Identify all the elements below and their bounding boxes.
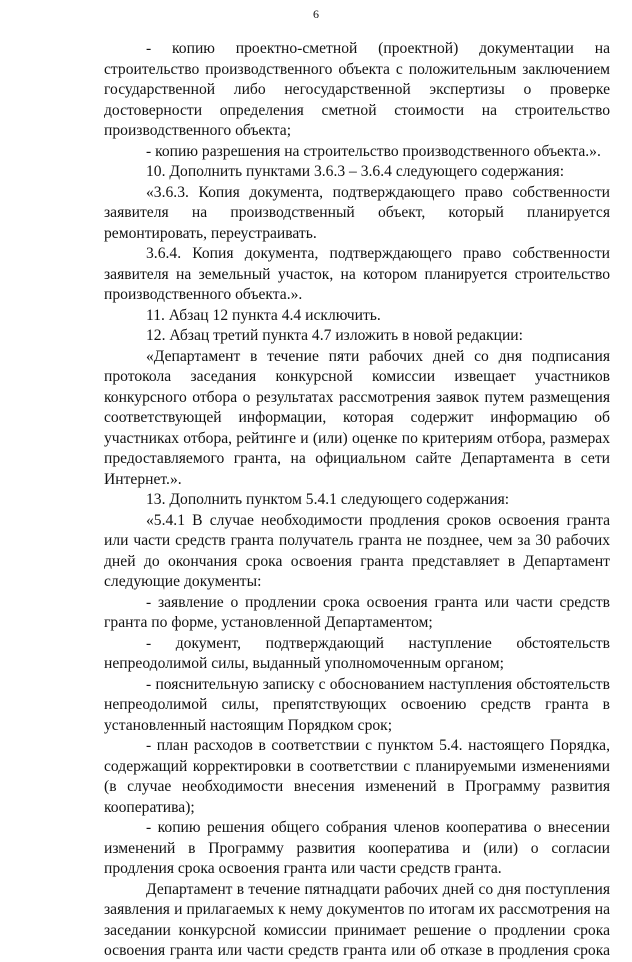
- paragraph-expense-plan: - план расходов в соответствии с пунктом 5.4. настоящего Порядка, содержащий корректировки в соответствии с планируемыми изменениями (в случае необходимости внесения изменений в Программу развития кооператива);: [104, 737, 610, 816]
- paragraph-item-10: 10. Дополнить пунктами 3.6.3 – 3.6.4 следующего содержания:: [146, 163, 565, 180]
- page-number: 6: [313, 7, 319, 21]
- paragraph-general-meeting-decision: - копию решения общего собрания членов кооператива о внесении изменений в Программу развития кооператива и (или) о согласии продления срока освоения гранта или части средств гранта.: [104, 819, 610, 877]
- paragraph-explanatory-note: - пояснительную записку с обоснованием наступления обстоятельств непреодолимой силы, препятствующих освоению средств гранта в установленный настоящим Порядком срок;: [104, 675, 610, 734]
- paragraph-5-4-1: «5.4.1 В случае необходимости продления сроков освоения гранта или части средств гранта получатель гранта не позднее, чем за 30 рабочих дней до окончания срока освоения гранта представляет в Департамент следующие документы:: [104, 511, 610, 590]
- paragraph-item-11: 11. Абзац 12 пункта 4.4 исключить.: [146, 306, 381, 324]
- paragraph-3-6-3: «3.6.3. Копия документа, подтверждающего право собственности заявителя на производственный объект, который планируется ремонтировать, переустраивать.: [104, 183, 610, 242]
- paragraph-item-13: 13. Дополнить пунктом 5.4.1 следующего содержания:: [146, 491, 510, 508]
- paragraph-department-notice: «Департамент в течение пяти рабочих дней со дня подписания протокола заседания конкурсной комиссии извещает участников конкурсного отбора о результатах рассмотрения заявок путем размещения соответствующей информации, которая содержит информацию об участниках отбора, рейтинге и (или) оценке по критериям отбора, размерах предоставляемого гранта, на официальном сайте Департамента в сети Интернет.».: [104, 347, 610, 488]
- paragraph-department-decision: Департамент в течение пятнадцати рабочих дней со дня поступления заявления и прилагаемых к нему документов по итогам их рассмотрения на заседании конкурсной комиссии принимает решение о продлении срока освоения гранта или части средств гранта или об отказе в продления срока: [104, 880, 610, 959]
- paragraph-item-12: 12. Абзац третий пункта 4.7 изложить в новой редакции:: [146, 327, 523, 344]
- paragraph-construction-permit: - копию разрешения на строительство производственного объекта.».: [146, 142, 601, 160]
- document-body: [104, 39, 610, 962]
- paragraph-application-extension: - заявление о продлении срока освоения гранта или части средств гранта по форме, установленной Департаментом;: [104, 593, 610, 631]
- paragraph-design-documentation: - копию проектно-сметной (проектной) документации на строительство производственного объекта с положительным заключением государственной либо негосударственной экспертизы о проверке достоверности определения сметной стоимости на строительство производственного объекта;: [104, 40, 610, 139]
- paragraph-force-majeure-document: - документ, подтверждающий наступление обстоятельств непреодолимой силы, выданный уполномоченным органом;: [104, 634, 610, 672]
- paragraph-3-6-4: 3.6.4. Копия документа, подтверждающего право собственности заявителя на земельный участок, на котором планируется строительство производственного объекта.».: [104, 245, 610, 303]
